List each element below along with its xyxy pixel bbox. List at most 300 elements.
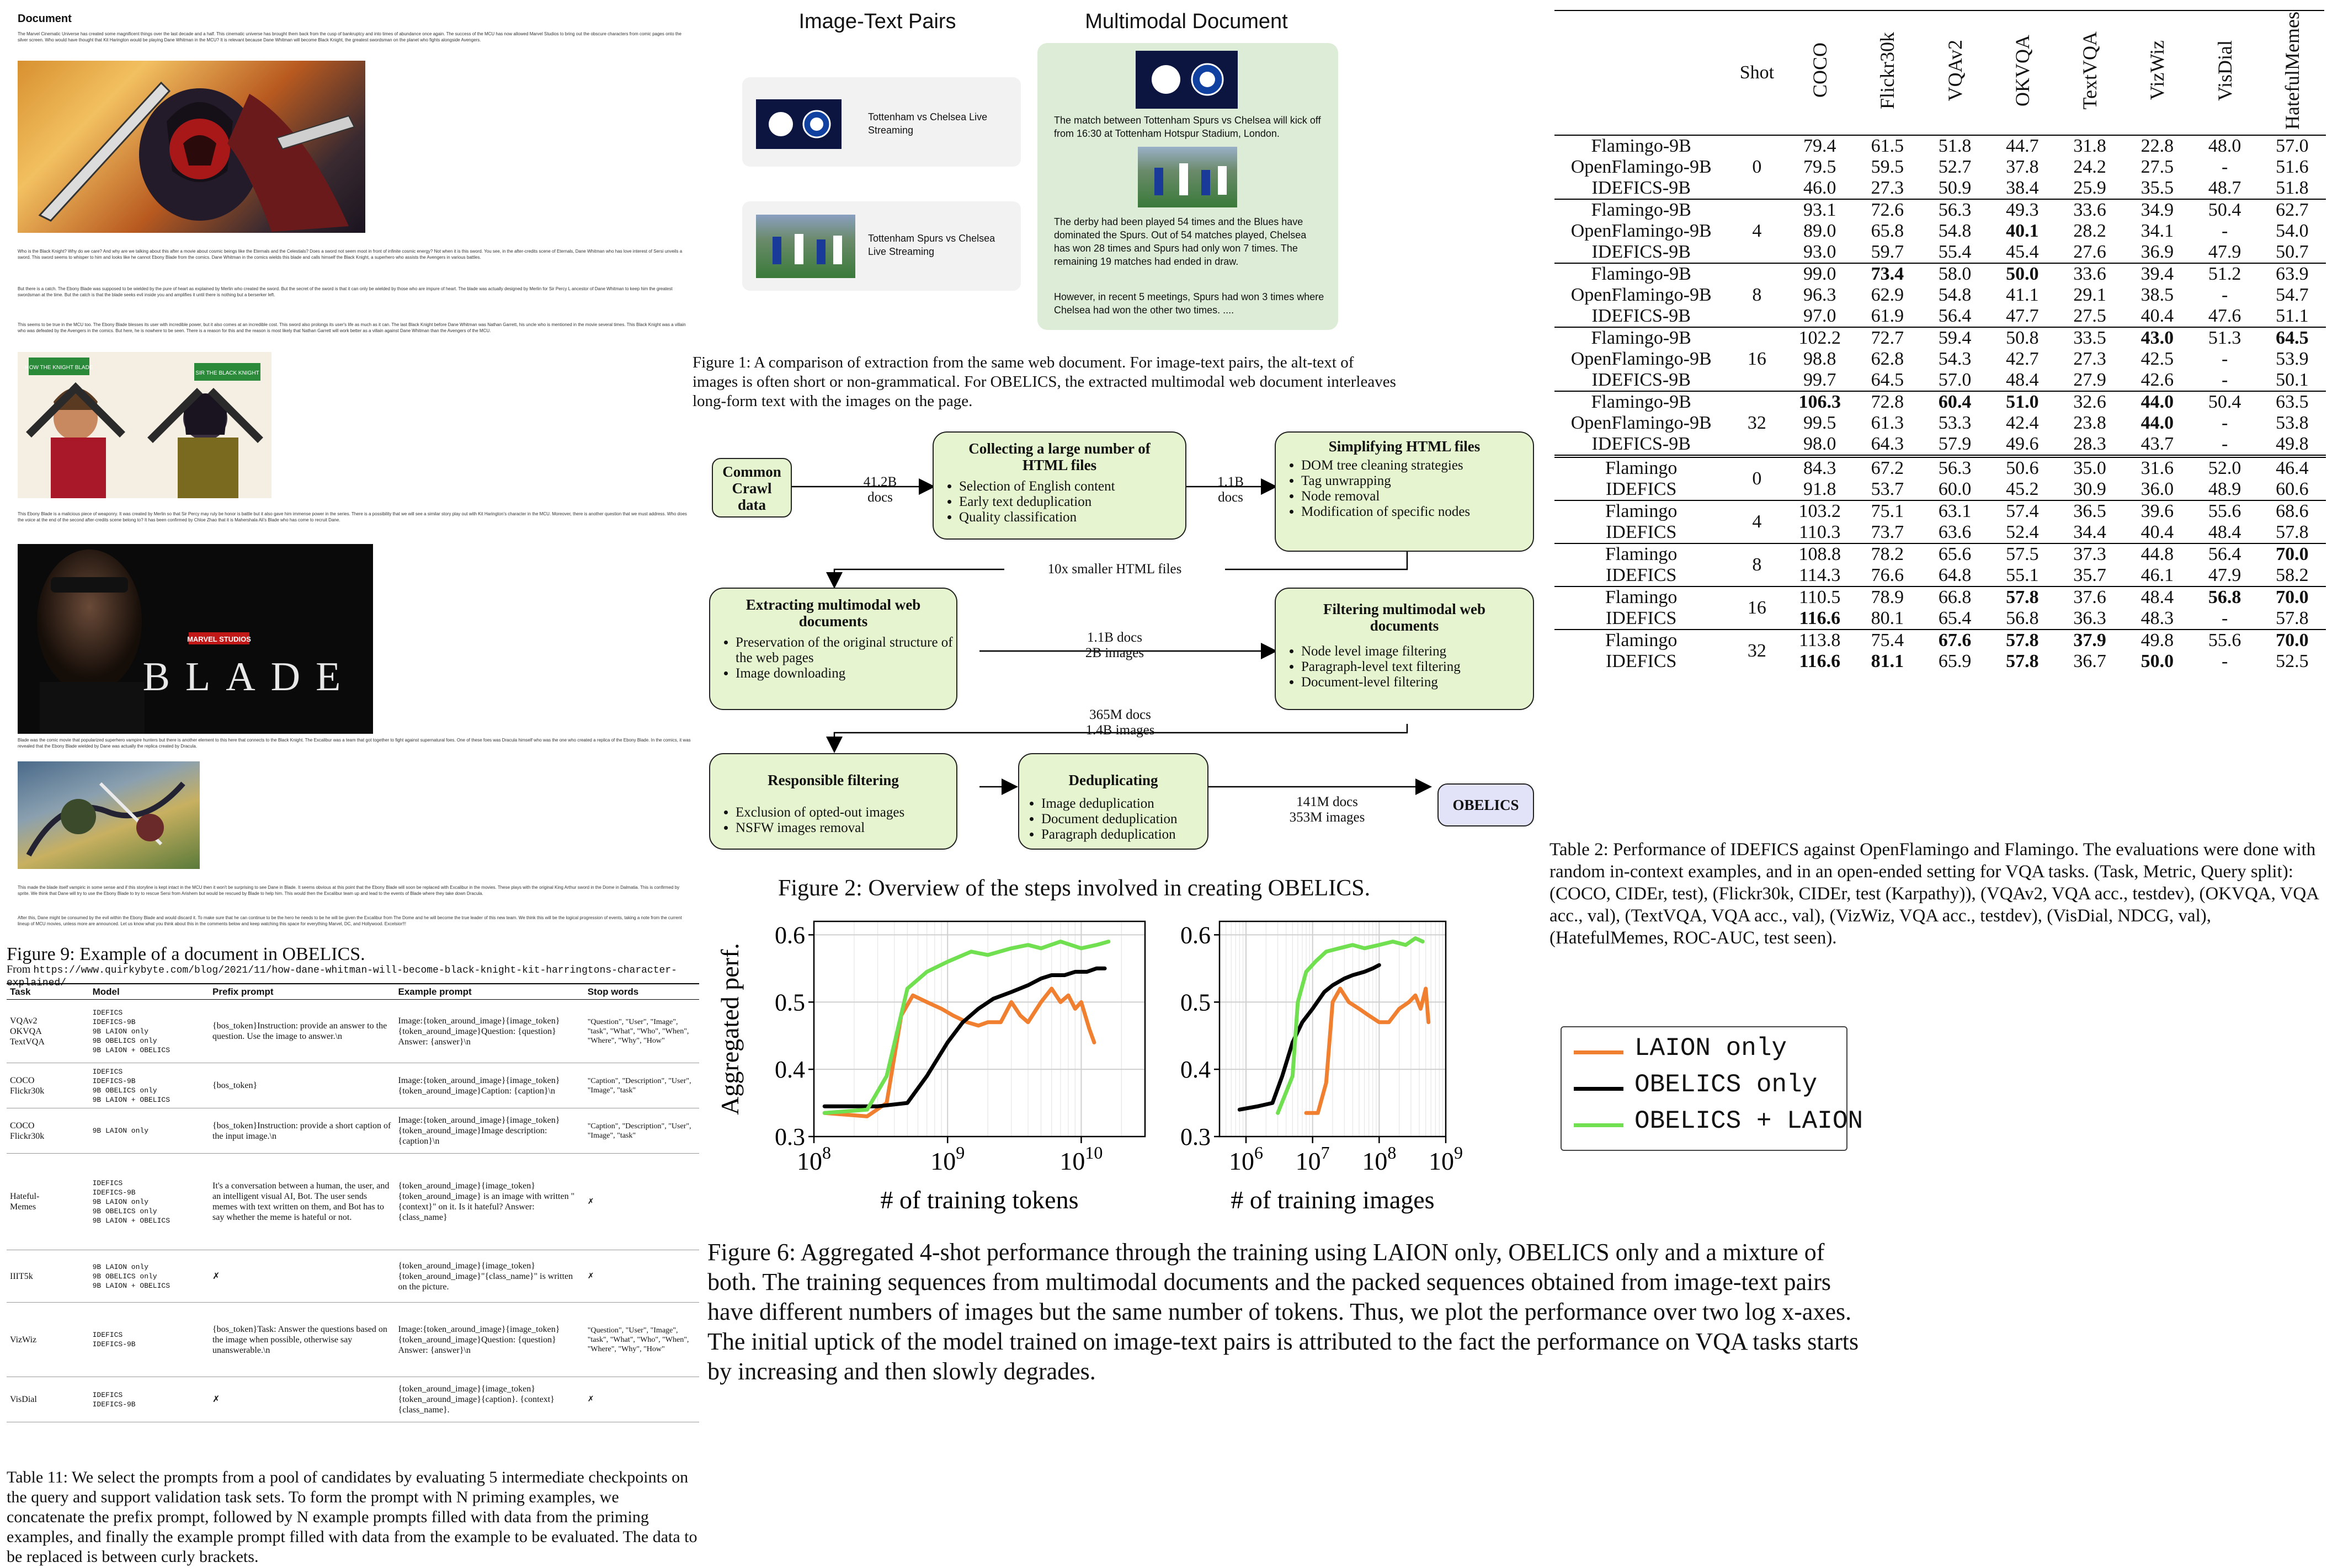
prompt-task-cell: VizWiz (7, 1303, 89, 1377)
score-cell: 113.8 (1799, 630, 1841, 650)
results-row (1554, 349, 2326, 370)
results-row (1554, 157, 2326, 178)
score-cell: 50.8 (2006, 328, 2039, 348)
score-cell: 48.7 (2208, 178, 2241, 198)
prompt-header-stop: Stop words (584, 984, 699, 1000)
responsible-filtering-list (710, 805, 956, 836)
score-cell: 108.8 (1798, 544, 1841, 564)
edge-label-4b: 2B images (1085, 646, 1144, 660)
score-cell: 63.9 (2276, 264, 2309, 284)
score-cell: 64.3 (1871, 434, 1904, 454)
score-cell: 39.4 (2140, 264, 2174, 284)
model-name-cell: IDEFICS (1605, 522, 1677, 542)
score-cell: 61.3 (1871, 413, 1904, 433)
score-cell: 116.6 (1799, 651, 1841, 671)
model-name-cell: Flamingo-9B (1591, 264, 1691, 284)
results-row (1554, 370, 2326, 391)
model-name-cell: Flamingo (1605, 630, 1678, 650)
score-cell: 60.6 (2276, 479, 2309, 499)
edge-label-5a: 365M docs (1071, 707, 1170, 723)
score-cell: 34.1 (2140, 221, 2174, 241)
results-row (1554, 586, 2326, 608)
extracting-item: • Image downloading (736, 666, 956, 681)
filtering-item: • Paragraph-level text filtering (1301, 659, 1533, 675)
score-cell: - (2221, 370, 2228, 390)
score-cell: 65.4 (1938, 608, 1972, 628)
score-cell: 54.8 (1938, 285, 1972, 305)
comic-sign-right: SIR THE BLACK KNIGHT (195, 370, 259, 376)
score-cell: 48.3 (2140, 608, 2174, 628)
responsible-item: • NSFW images removal (736, 820, 956, 836)
score-cell: 51.2 (2208, 264, 2241, 284)
dedup-item: • Image deduplication (1041, 796, 1207, 812)
edge-label-6b: 353M images (1289, 810, 1365, 825)
score-cell: 27.3 (1871, 178, 1904, 198)
score-cell: 38.4 (2006, 178, 2039, 198)
score-cell: 49.8 (2276, 434, 2309, 454)
legend-label-laion: LAION only (1634, 1034, 1787, 1063)
score-cell: 34.4 (2073, 522, 2106, 542)
score-cell: 44.8 (2140, 544, 2174, 564)
prompt-model-cell: IDEFICS IDEFICS-9B 9B OBELICS only 9B LAION + OBELICS (89, 1063, 209, 1108)
score-cell: 36.7 (2073, 651, 2106, 671)
prompt-stop-cell: "Caption", "Description", "User", "Image", "task" (584, 1063, 699, 1108)
score-cell: 72.8 (1871, 392, 1904, 412)
score-cell: 48.4 (2006, 370, 2039, 390)
shot-cell: 0 (1752, 157, 1762, 177)
obelics-box (1437, 783, 1534, 826)
chart-training-tokens (712, 908, 1153, 1228)
pair-2-text: Tottenham Spurs vs Chelsea Live Streaming (868, 233, 995, 257)
prompt-table-row (7, 1063, 699, 1108)
charts-area (712, 908, 1562, 1228)
prompt-model-cell: IDEFICS IDEFICS-9B 9B LAION only 9B OBELICS only 9B LAION + OBELICS (89, 1154, 209, 1250)
score-cell: 99.7 (1803, 370, 1836, 390)
edge-label-4a: 1.1B docs (1087, 630, 1142, 645)
figure9-url: https://www.quirkybyte.com/blog/2021/11/how-dane-whitman-will-become-black-knight-kit-harringtons-character-explained/ (7, 965, 677, 989)
collecting-html-box (933, 431, 1186, 540)
score-cell: 46.4 (2276, 458, 2309, 478)
prompt-header-model: Model (89, 984, 209, 1000)
score-cell: 67.2 (1871, 458, 1904, 478)
score-cell: 57.8 (2276, 608, 2309, 628)
y-axis-label: Aggregated perf. (716, 943, 744, 1115)
score-cell: 42.5 (2140, 349, 2174, 369)
score-cell: 27.6 (2073, 242, 2106, 262)
model-name-cell: Flamingo (1605, 458, 1678, 478)
score-cell: 57.9 (1938, 434, 1972, 454)
legend-swatch-obelics (1574, 1087, 1623, 1091)
model-name-cell: OpenFlamingo-9B (1570, 221, 1712, 241)
score-cell: - (2221, 157, 2228, 177)
score-cell: 43.0 (2140, 328, 2174, 348)
prompt-model-cell: IDEFICS IDEFICS-9B (89, 1303, 209, 1377)
doc-paragraph-7: This made the blade itself vampiric in some sense and if this storyline is kept intact in the MCU then it won't be surprising to see Dane in Blade. It seems obvious at this point that the Ebony Blade will soon be replaced with Excalibur in the movies. These plays with the original King Arthur sword in the Dome in Dalmatia. This is confirmed by sprite. We think that Dane will try to use the Ebony Blade to try to rescue Sersi from Arishem but would be rescued by Blade to help him. This would then the Excalibur team up and lead to the events of Blade where they take down Dracula. (18, 885, 680, 896)
legend-label-obelics: OBELICS only (1634, 1070, 1818, 1099)
figure2-caption: Figure 2: Overview of the steps involved in creating OBELICS. (778, 876, 1371, 901)
score-cell: 106.3 (1798, 392, 1841, 412)
score-cell: 97.0 (1803, 306, 1836, 326)
score-cell: 35.0 (2073, 458, 2106, 478)
score-cell: 52.5 (2276, 651, 2309, 671)
results-row (1554, 199, 2326, 221)
score-cell: 54.3 (1938, 349, 1972, 369)
score-cell: 24.2 (2073, 157, 2106, 177)
score-cell: 65.8 (1871, 221, 1904, 241)
score-cell: 53.7 (1871, 479, 1904, 499)
results-row (1554, 327, 2326, 349)
score-cell: 30.9 (2073, 479, 2106, 499)
legend-swatch-laion (1574, 1050, 1623, 1054)
score-cell: 42.6 (2140, 370, 2174, 390)
score-cell: 57.5 (2006, 544, 2039, 564)
edge-label-5b: 1.4B images (1085, 723, 1155, 738)
simplifying-html-list (1276, 458, 1533, 520)
score-cell: 34.9 (2140, 200, 2174, 220)
score-cell: 63.6 (1938, 522, 1972, 542)
x-tick-label: $10^8$ (797, 1143, 831, 1175)
x-axis-label: # of training images (1231, 1186, 1435, 1214)
score-cell: 56.8 (2006, 608, 2039, 628)
prompt-task-cell: COCO Flickr30k (7, 1063, 89, 1108)
score-cell: 64.5 (1871, 370, 1904, 390)
shot-cell: 32 (1747, 641, 1766, 661)
score-cell: 40.4 (2140, 306, 2174, 326)
score-cell: 98.8 (1803, 349, 1836, 369)
simplifying-item: • DOM tree cleaning strategies (1301, 458, 1533, 473)
score-cell: 27.3 (2073, 349, 2106, 369)
simplifying-html-title: Simplifying HTML files (1328, 438, 1481, 455)
edge-label-1: 41.2B docs (863, 474, 897, 505)
score-cell: 52.0 (2208, 458, 2241, 478)
black-knight-comic-image (18, 61, 365, 233)
y-tick-label: 0.6 (775, 921, 805, 949)
score-cell: 102.2 (1798, 328, 1841, 348)
score-cell: 75.1 (1871, 501, 1904, 521)
score-cell: 63.1 (1938, 501, 1972, 521)
table11-caption: Table 11: We select the prompts from a pool of candidates by evaluating 5 intermediate checkpoints on the query and support validation task sets. To form the prompt with N priming examples, we concatenate the prefix prompt, followed by N example prompts filled with data from the priming examples, and finally the example prompt filled with data from the example to be evaluated. The data to be replaced is between curly brackets. (7, 1468, 697, 1566)
score-cell: 42.7 (2006, 349, 2039, 369)
doc-paragraph-3: But there is a catch. The Ebony Blade was supposed to be wielded by the pure of heart as explained by Merlin who created the sword. But the secret of the sword is that it can only be wielded by those who are impure of heart. The blade was actually designed by Merlin for Sir Percy L ancestor of Dane Whitman to keep him the greatest swordsman at the time. But the catch is that the blade seeks evil inside you and amplifies it until there is nothing but a berserker left. (18, 286, 673, 297)
score-cell: 56.4 (2208, 544, 2241, 564)
series-line-0-0 (824, 989, 1094, 1117)
col-header: VizWiz (2146, 40, 2169, 100)
model-name-cell: Flamingo-9B (1591, 200, 1691, 220)
shot-cell: 16 (1747, 349, 1766, 369)
prompt-task-cell: VisDial (7, 1377, 89, 1422)
score-cell: 64.5 (2276, 328, 2309, 348)
deduplicating-box (1018, 753, 1208, 850)
score-cell: 46.1 (2140, 565, 2174, 585)
prompt-example-cell: Image:{token_around_image}{image_token}{token_around_image}Question: {question} Answer: {answer}\n (395, 1303, 584, 1377)
score-cell: 33.6 (2073, 200, 2106, 220)
score-cell: 38.5 (2140, 285, 2174, 305)
score-cell: 51.6 (2276, 157, 2309, 177)
score-cell: 50.4 (2208, 200, 2241, 220)
y-tick-label: 0.4 (1180, 1056, 1211, 1084)
score-cell: 57.8 (2006, 651, 2039, 671)
doc-paragraph-8: After this, Dane might be consumed by the evil within the Ebony Blade and would discard it. To make sure that he can continue to be the hero he needs to be he will be given the Excalibur from The Dome and he will become the true leader of this new team. We think this will be the logical progression of events, taking a note from the current lineup of MCU movies, unless more are announced. Let us know what you think about this in the comments below and keep watching this space for everything Marvel, DC, and Hollywood. Excelsior!!! (18, 915, 682, 926)
collecting-html-title: Collecting a large number of HTML files (968, 440, 1151, 473)
score-cell: 62.8 (1871, 349, 1904, 369)
shot-cell: 4 (1752, 511, 1762, 532)
prompt-prefix-cell: {bos_token}Instruction: provide a short caption of the input image.\n (209, 1108, 395, 1154)
spurs-chelsea-logo-1 (756, 99, 842, 149)
score-cell: 70.0 (2276, 544, 2309, 564)
model-name-cell: OpenFlamingo-9B (1570, 413, 1712, 433)
score-cell: 80.1 (1871, 608, 1904, 628)
series-line-1-0 (1306, 989, 1429, 1113)
legend-label-mix: OBELICS + LAION (1634, 1107, 1863, 1135)
score-cell: 110.3 (1799, 522, 1841, 542)
prompt-stop-cell: "Question", "User", "Image", "task", "What", "Who", "When", "Where", "Why", "How" (584, 1303, 699, 1377)
results-table (1554, 11, 2326, 672)
score-cell: 27.9 (2073, 370, 2106, 390)
score-cell: 22.8 (2140, 136, 2174, 156)
score-cell: 78.9 (1871, 587, 1904, 607)
doc-paragraph-5: This Ebony Blade is a malicious piece of weaponry. It was created by Merlin so that Sir Percy may ruly be honor is battle but it also gave him immense power in the series. There is a possibility that we will see a similar story play out with Kit Harington's character in the MCU. Moreover, there is another question that we must address. Who does the voice at the end of the second after-credits scene belong to? It has been confirmed by Chloe Zhao that it is Mahershala Ali's Blade who has come to recruit Dane. (18, 511, 687, 522)
model-name-cell: IDEFICS-9B (1591, 370, 1691, 390)
doc-text-3: However, in recent 5 meetings, Spurs had won 3 times where Chelsea had won the other two times. .... (1054, 291, 1324, 316)
score-cell: 58.0 (1938, 264, 1972, 284)
score-cell: 62.9 (1871, 285, 1904, 305)
x-axis-label: # of training tokens (880, 1186, 1079, 1214)
score-cell: 70.0 (2276, 630, 2309, 650)
score-cell: 48.4 (2140, 587, 2174, 607)
prompt-prefix-cell: It's a conversation between a human, the user, and an intelligent visual AI, Bot. The user sends memes with text written on them, and Bot has to say whether the meme is hateful or not. (209, 1154, 395, 1250)
deduplicating-list (1019, 796, 1207, 842)
prompt-stop-cell: ✗ (584, 1250, 699, 1303)
model-name-cell: OpenFlamingo-9B (1570, 157, 1712, 177)
score-cell: 65.9 (1938, 651, 1972, 671)
x-tick-label: $10^7$ (1295, 1143, 1330, 1175)
extracting-list (710, 635, 956, 681)
model-name-cell: Flamingo-9B (1591, 392, 1691, 412)
comic-sign-left: HOW THE KNIGHT BLADE (25, 365, 93, 371)
score-cell: 28.3 (2073, 434, 2106, 454)
score-cell: 99.0 (1803, 264, 1836, 284)
shot-cell: 32 (1747, 413, 1766, 433)
prompt-example-cell: Image:{token_around_image}{image_token}{token_around_image}Image description: {caption}\n (395, 1108, 584, 1154)
score-cell: 51.8 (2276, 178, 2309, 198)
score-cell: 57.8 (2276, 522, 2309, 542)
filtering-item: • Document-level filtering (1301, 675, 1533, 690)
blade-title-text: BLADE (142, 654, 356, 700)
football-match-photo-1 (756, 215, 855, 278)
score-cell: 60.4 (1938, 392, 1972, 412)
prompt-model-cell: IDEFICS IDEFICS-9B (89, 1377, 209, 1422)
model-name-cell: Flamingo-9B (1591, 328, 1691, 348)
score-cell: 48.4 (2208, 522, 2241, 542)
prompt-example-cell: {token_around_image}{image_token}{token_around_image} is an image with written "{context}" on it. Is it hateful? Answer: {class_name} (395, 1154, 584, 1250)
model-name-cell: OpenFlamingo-9B (1570, 349, 1712, 369)
model-name-cell: Flamingo (1605, 501, 1678, 521)
model-name-cell: IDEFICS (1605, 479, 1677, 499)
score-cell: - (2221, 285, 2228, 305)
score-cell: 32.6 (2073, 392, 2106, 412)
score-cell: 56.3 (1938, 200, 1972, 220)
score-cell: 63.5 (2276, 392, 2309, 412)
score-cell: 91.8 (1803, 479, 1836, 499)
score-cell: - (2221, 651, 2228, 671)
score-cell: 65.6 (1938, 544, 1972, 564)
score-cell: 50.0 (2006, 264, 2039, 284)
score-cell: 59.7 (1871, 242, 1904, 262)
score-cell: 89.0 (1803, 221, 1836, 241)
score-cell: 56.4 (1938, 306, 1972, 326)
results-row (1554, 135, 2326, 157)
score-cell: 55.1 (2006, 565, 2039, 585)
figure1-left-title: Image-Text Pairs (798, 10, 956, 33)
document-panel (12, 10, 696, 942)
prompt-prefix-cell: ✗ (209, 1377, 395, 1422)
comic-duo-image (18, 352, 271, 498)
score-cell: 73.7 (1871, 522, 1904, 542)
simplifying-item: • Tag unwrapping (1301, 473, 1533, 489)
score-cell: 84.3 (1803, 458, 1836, 478)
prompt-model-cell: 9B LAION only 9B OBELICS only 9B LAION + OBELICS (89, 1250, 209, 1303)
figure6-caption: Figure 6: Aggregated 4-shot performance through the training using LAION only, OBELICS only and a mixture of both. The training sequences from multimodal documents and the packed sequences obtained from image-text pairs have different numbers of images but the same number of tokens. Thus, we plot the performance over two log x-axes. The initial uptick of the model trained on image-text pairs is attributed to the fact the performance on VQA tasks starts by increasing and then slowly degrades. (707, 1239, 1859, 1385)
score-cell: - (2221, 608, 2228, 628)
score-cell: 53.3 (1938, 413, 1972, 433)
score-cell: 33.6 (2073, 264, 2106, 284)
score-cell: 47.7 (2006, 306, 2039, 326)
score-cell: 27.5 (2073, 306, 2106, 326)
prompt-header-task: Task (7, 984, 89, 1000)
image-text-pair-2 (742, 201, 1021, 291)
marvel-studios-label: MARVEL STUDIOS (187, 635, 251, 643)
shot-cell: 4 (1752, 221, 1762, 241)
model-name-cell: IDEFICS (1605, 565, 1677, 585)
results-row (1554, 543, 2326, 565)
prompt-example-cell: Image:{token_around_image}{image_token}{token_around_image}Question: {question} Answer: {answer}\n (395, 1000, 584, 1063)
score-cell: 55.6 (2208, 630, 2241, 650)
score-cell: 47.6 (2208, 306, 2241, 326)
prompt-stop-cell: ✗ (584, 1154, 699, 1250)
score-cell: 81.1 (1871, 651, 1904, 671)
score-cell: 50.6 (2006, 458, 2039, 478)
model-name-cell: IDEFICS (1605, 651, 1677, 671)
prompt-table-row (7, 1108, 699, 1154)
table2-caption: Table 2: Performance of IDEFICS against OpenFlamingo and Flamingo. The evaluations were done with random in-context examples, and in an open-ended setting for VQA tasks. (Task, Metric, Query split): (COCO, CIDEr, test), (Flickr30k, CIDEr, test (Karpathy)), (VQAv2, VQA acc., testdev), (OKVQA, VQA acc., val), (TextVQA, VQA acc., val), (VizWiz, VQA acc., testdev), (VisDial, NDCG, val), (HatefulMemes, ROC-AUC, test seen). (1549, 840, 2319, 948)
football-match-photo-2 (1138, 147, 1237, 207)
prompt-model-cell: 9B LAION only (89, 1108, 209, 1154)
filtering-title: Filtering multimodal web documents (1323, 601, 1485, 634)
shot-cell: 0 (1752, 468, 1762, 489)
results-row (1554, 263, 2326, 285)
score-cell: 37.8 (2006, 157, 2039, 177)
model-name-cell: IDEFICS-9B (1591, 178, 1691, 198)
score-cell: 93.0 (1803, 242, 1836, 262)
score-cell: 44.7 (2006, 136, 2039, 156)
score-cell: 54.8 (1938, 221, 1972, 241)
y-tick-label: 0.3 (775, 1123, 805, 1150)
score-cell: 27.5 (2140, 157, 2174, 177)
results-row (1554, 651, 2326, 672)
score-cell: 70.0 (2276, 587, 2309, 607)
score-cell: 37.6 (2073, 587, 2106, 607)
score-cell: 57.0 (1938, 370, 1972, 390)
pair-1-text: Tottenham vs Chelsea Live Streaming (868, 111, 988, 136)
results-row (1554, 242, 2326, 263)
responsible-filtering-box (709, 753, 957, 850)
y-tick-label: 0.6 (1180, 921, 1211, 949)
legend-box (1561, 1026, 1863, 1151)
score-cell: 47.9 (2208, 565, 2241, 585)
prompt-prefix-cell: {bos_token} (209, 1063, 395, 1108)
extracting-item: • Preservation of the original structure of the web pages (736, 635, 956, 666)
score-cell: 53.9 (2276, 349, 2309, 369)
score-cell: 36.5 (2073, 501, 2106, 521)
results-row (1554, 285, 2326, 306)
results-row (1554, 630, 2326, 651)
prompt-header-example: Example prompt (395, 984, 584, 1000)
prompt-table-row (7, 1303, 699, 1377)
score-cell: 44.0 (2140, 413, 2174, 433)
score-cell: 54.0 (2276, 221, 2309, 241)
score-cell: 60.0 (1938, 479, 1972, 499)
model-name-cell: IDEFICS (1605, 608, 1677, 628)
figure1-caption: Figure 1: A comparison of extraction from the same web document. For image-text pairs, the alt-text of images is often short or non-grammatical. For OBELICS, the extracted multimodal web document interleaves long-form text with the images on the page. (693, 354, 1396, 410)
score-cell: 57.8 (2006, 630, 2039, 650)
score-cell: 23.8 (2073, 413, 2106, 433)
results-row (1554, 608, 2326, 630)
prompt-prefix-cell: {bos_token}Instruction: provide an answer to the question. Use the image to answer.\n (209, 1000, 395, 1063)
score-cell: 75.4 (1871, 630, 1904, 650)
model-name-cell: Flamingo-9B (1591, 136, 1691, 156)
prompt-example-cell: {token_around_image}{image_token}{token_around_image}{caption}. {context}{class_name}. (395, 1377, 584, 1422)
score-cell: 114.3 (1799, 565, 1841, 585)
prompt-stop-cell: ✗ (584, 1377, 699, 1422)
score-cell: 61.9 (1871, 306, 1904, 326)
score-cell: 51.3 (2208, 328, 2241, 348)
dedup-item: • Paragraph deduplication (1041, 827, 1207, 842)
blade-movie-image (18, 544, 373, 734)
collecting-item: • Quality classification (959, 510, 1185, 525)
score-cell: 98.0 (1803, 434, 1836, 454)
filtering-box (1275, 588, 1534, 710)
prompt-task-cell: IIIT5k (7, 1250, 89, 1303)
score-cell: 57.8 (2006, 587, 2039, 607)
col-header: TextVQA (2079, 31, 2101, 110)
score-cell: 54.7 (2276, 285, 2309, 305)
y-tick-label: 0.5 (1180, 989, 1211, 1016)
figure9-caption: Figure 9: Example of a document in OBELICS. (7, 944, 365, 964)
score-cell: 59.5 (1871, 157, 1904, 177)
score-cell: 51.8 (1938, 136, 1972, 156)
prompt-task-cell: COCO Flickr30k (7, 1108, 89, 1154)
score-cell: 68.6 (2276, 501, 2309, 521)
score-cell: 48.9 (2208, 479, 2241, 499)
responsible-filtering-title: Responsible filtering (768, 772, 899, 788)
prompt-stop-cell: "Question", "User", "Image", "task", "What", "Who", "When", "Where", "Why", "How" (584, 1000, 699, 1063)
prompt-task-cell: VQAv2 OKVQA TextVQA (7, 1000, 89, 1063)
filtering-item: • Node level image filtering (1301, 644, 1533, 659)
extracting-box (709, 588, 957, 710)
score-cell: 72.7 (1871, 328, 1904, 348)
score-cell: 41.1 (2006, 285, 2039, 305)
series-line-0-1 (824, 968, 1105, 1106)
shot-cell: 8 (1752, 285, 1762, 305)
score-cell: - (2221, 349, 2228, 369)
score-cell: 59.4 (1938, 328, 1972, 348)
score-cell: 96.3 (1803, 285, 1836, 305)
doc-text-2: The derby had been played 54 times and the Blues have dominated the Spurs. Out of 54 matches played, Chelsea has won 28 times and Spurs had only won 7 times. The remaining 19 matches had ended in draw. (1054, 216, 1307, 267)
score-cell: 45.2 (2006, 479, 2039, 499)
score-cell: 79.5 (1803, 157, 1836, 177)
results-row (1554, 306, 2326, 327)
score-cell: 49.6 (2006, 434, 2039, 454)
